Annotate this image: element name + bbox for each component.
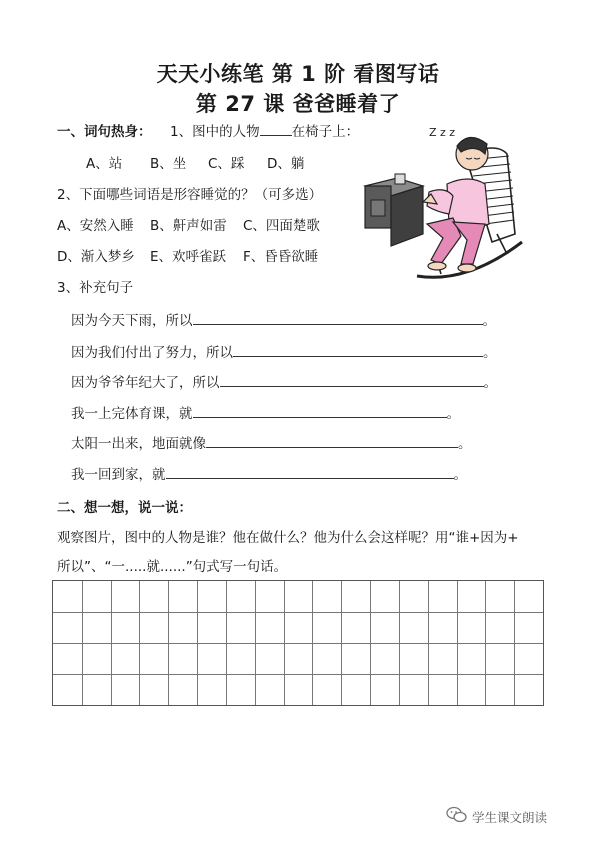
side-table — [365, 174, 423, 246]
sentence-5-blank[interactable] — [206, 435, 458, 448]
sleeping-father-illustration — [357, 114, 525, 286]
q1-text-after: 在椅子上： — [291, 124, 360, 140]
sentence-6 — [71, 463, 467, 483]
sentence-2 — [71, 341, 497, 361]
sentence-2-end: 。 — [483, 345, 497, 361]
q2-option-d[interactable]: D、渐入梦乡 — [57, 249, 135, 265]
sentence-4-blank[interactable] — [193, 405, 447, 418]
q2-option-a[interactable]: A、安然入睡 — [57, 218, 134, 234]
q3-question: 3、补充句子 — [57, 280, 134, 296]
q1-answer-blank[interactable] — [260, 123, 292, 136]
q2-option-e[interactable]: E、欢呼雀跃 — [150, 249, 227, 265]
sentence-1 — [71, 309, 496, 329]
q1-question — [170, 120, 359, 140]
q1-text-before: 1、图中的人物 — [170, 124, 260, 140]
sentence-4 — [71, 402, 460, 422]
sentence-2-prefix: 因为我们付出了努力，所以 — [71, 345, 233, 361]
lesson-title: 第 27 课 爸爸睡着了 — [195, 92, 401, 116]
sentence-3 — [71, 371, 497, 391]
sentence-1-blank[interactable] — [193, 312, 483, 325]
q1-option-c[interactable]: C、踩 — [208, 156, 245, 172]
sentence-3-end: 。 — [483, 375, 497, 391]
watermark-text: 学生课文朗读 — [472, 810, 548, 825]
sentence-6-blank[interactable] — [166, 466, 454, 479]
grid-row-line — [53, 674, 543, 675]
sleeping-man — [423, 137, 489, 272]
sentence-6-end: 。 — [453, 467, 467, 483]
grid-row-line — [53, 612, 543, 613]
grid-row-line — [53, 643, 543, 644]
q2-option-c[interactable]: C、四面楚歌 — [243, 218, 320, 234]
sentence-1-prefix: 因为今天下雨，所以 — [71, 313, 193, 329]
sentence-2-blank[interactable] — [233, 344, 483, 357]
section2-instruction-line1: 观察图片，图中的人物是谁？他在做什么？他为什么会这样呢？用“谁+因为+ — [57, 530, 519, 546]
q2-option-f[interactable]: F、昏昏欲睡 — [243, 249, 319, 265]
section2-heading: 二、想一想，说一说： — [57, 500, 192, 516]
sentence-4-prefix: 我一上完体育课，就 — [71, 406, 193, 422]
sentence-3-blank[interactable] — [220, 374, 484, 387]
q1-option-a[interactable]: A、站 — [86, 156, 123, 172]
sentence-5 — [71, 432, 472, 452]
q2-question: 2、下面哪些词语是形容睡觉的？（可多选） — [57, 187, 323, 203]
section2-instruction-line2: 所以”、“一.....就......”句式写一句话。 — [57, 559, 288, 575]
q1-option-d[interactable]: D、躺 — [267, 156, 305, 172]
section1-heading: 一、词句热身： — [57, 124, 152, 140]
sentence-1-end: 。 — [482, 313, 496, 329]
q2-option-b[interactable]: B、鼾声如雷 — [150, 218, 227, 234]
snore-text: Z z z — [429, 126, 456, 139]
sentence-4-end: 。 — [446, 406, 460, 422]
writing-grid[interactable] — [52, 580, 544, 706]
q1-option-b[interactable]: B、坐 — [150, 156, 187, 172]
sentence-6-prefix: 我一回到家，就 — [71, 467, 166, 483]
worksheet-title: 天天小练笔 第 1 阶 看图写话 — [156, 62, 440, 86]
sentence-5-end: 。 — [458, 436, 472, 452]
sentence-3-prefix: 因为爷爷年纪大了，所以 — [71, 375, 220, 391]
sentence-5-prefix: 太阳一出来，地面就像 — [71, 436, 206, 452]
wechat-icon — [446, 806, 468, 824]
